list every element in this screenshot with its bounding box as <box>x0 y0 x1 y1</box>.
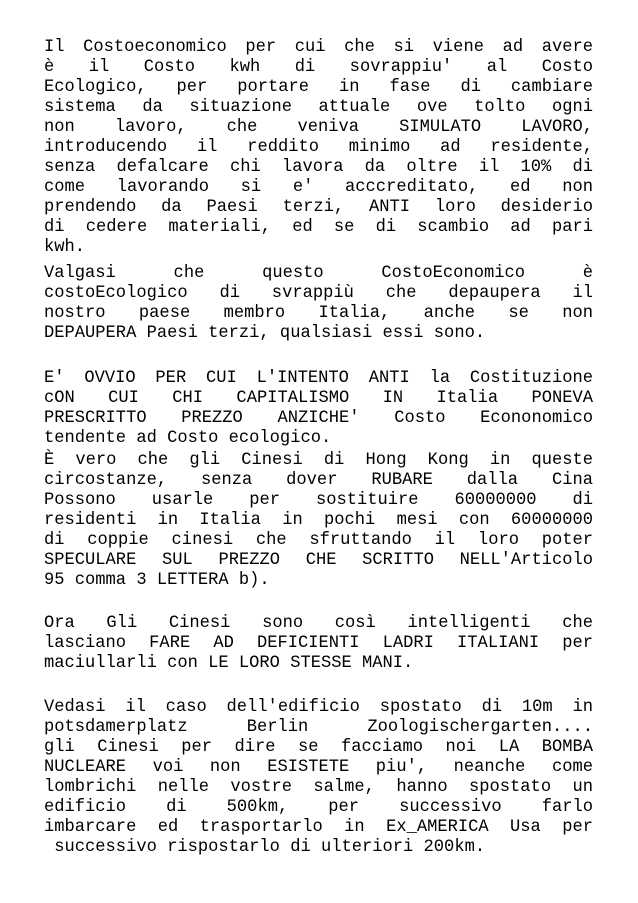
text-line: Il Costoeconomico per cui che si viene ad avere <box>44 38 593 57</box>
text-line: introducendo il reddito minimo ad residente, <box>44 138 593 157</box>
text-line: gli Cinesi per dire se facciamo noi LA BOMBA <box>44 738 593 757</box>
text-line: SPECULARE SUL PREZZO CHE SCRITTO NELL'Articolo <box>44 551 593 570</box>
text-line: lombrichi nelle vostre salme, hanno spostato un <box>44 778 593 797</box>
text-line: È vero che gli Cinesi di Hong Kong in queste <box>44 451 593 470</box>
text-line: lasciano FARE AD DEFICIENTI LADRI ITALIANI per <box>44 634 593 653</box>
text-line: di coppie cinesi che sfruttando il loro poter <box>44 531 593 550</box>
text-line: PRESCRITTO PREZZO ANZICHE' Costo Econonomico <box>44 409 593 428</box>
text-line: DEPAUPERA Paesi terzi, qualsiasi essi sono. <box>44 324 486 343</box>
text-line: prendendo da Paesi terzi, ANTI loro desiderio <box>44 198 593 217</box>
text-line: E' OVVIO PER CUI L'INTENTO ANTI la Costituzione <box>44 369 593 388</box>
text-line: di cedere materiali, ed se di scambio ad pari <box>44 218 593 237</box>
text-line: edificio di 500km, per successivo farlo <box>44 798 593 817</box>
text-line: Ora Gli Cinesi sono così intelligenti che <box>44 614 593 633</box>
text-line: non lavoro, che veniva SIMULATO LAVORO, <box>44 118 593 137</box>
text-line: Valgasi che questo CostoEconomico è <box>44 264 593 283</box>
text-line: tendente ad Costo ecologico. <box>44 429 332 448</box>
text-line: senza defalcare chi lavora da oltre il 10% di <box>44 158 593 177</box>
text-line: Possono usarle per sostituire 60000000 di <box>44 491 593 510</box>
text-line: successivo rispostarlo di ulteriori 200km. <box>44 838 486 857</box>
text-line: costoEcologico di svrappiù che depaupera il <box>44 284 593 303</box>
text-line: Vedasi il caso dell'edificio spostato di 10m in <box>44 698 593 717</box>
text-line: è il Costo kwh di sovrappiu' al Costo <box>44 58 593 77</box>
text-line: circostanze, senza dover RUBARE dalla Cina <box>44 471 593 490</box>
text-line: maciullarli con LE LORO STESSE MANI. <box>44 654 414 673</box>
text-line: imbarcare ed trasportarlo in Ex_AMERICA Usa per <box>44 818 593 837</box>
text-line: residenti in Italia in pochi mesi con 60000000 <box>44 511 593 530</box>
text-line: come lavorando si e' acccreditato, ed non <box>44 178 593 197</box>
text-line: NUCLEARE voi non ESISTETE piu', neanche come <box>44 758 593 777</box>
text-line: 95 comma 3 LETTERA b). <box>44 571 270 590</box>
text-line: cON CUI CHI CAPITALISMO IN Italia PONEVA <box>44 389 593 408</box>
text-line: nostro paese membro Italia, anche se non <box>44 304 593 323</box>
text-line: Ecologico, per portare in fase di cambiare <box>44 78 593 97</box>
text-line: sistema da situazione attuale ove tolto ogni <box>44 98 593 117</box>
text-line: potsdamerplatz Berlin Zoologischergarten.... <box>44 718 593 737</box>
text-line: kwh. <box>44 238 86 257</box>
